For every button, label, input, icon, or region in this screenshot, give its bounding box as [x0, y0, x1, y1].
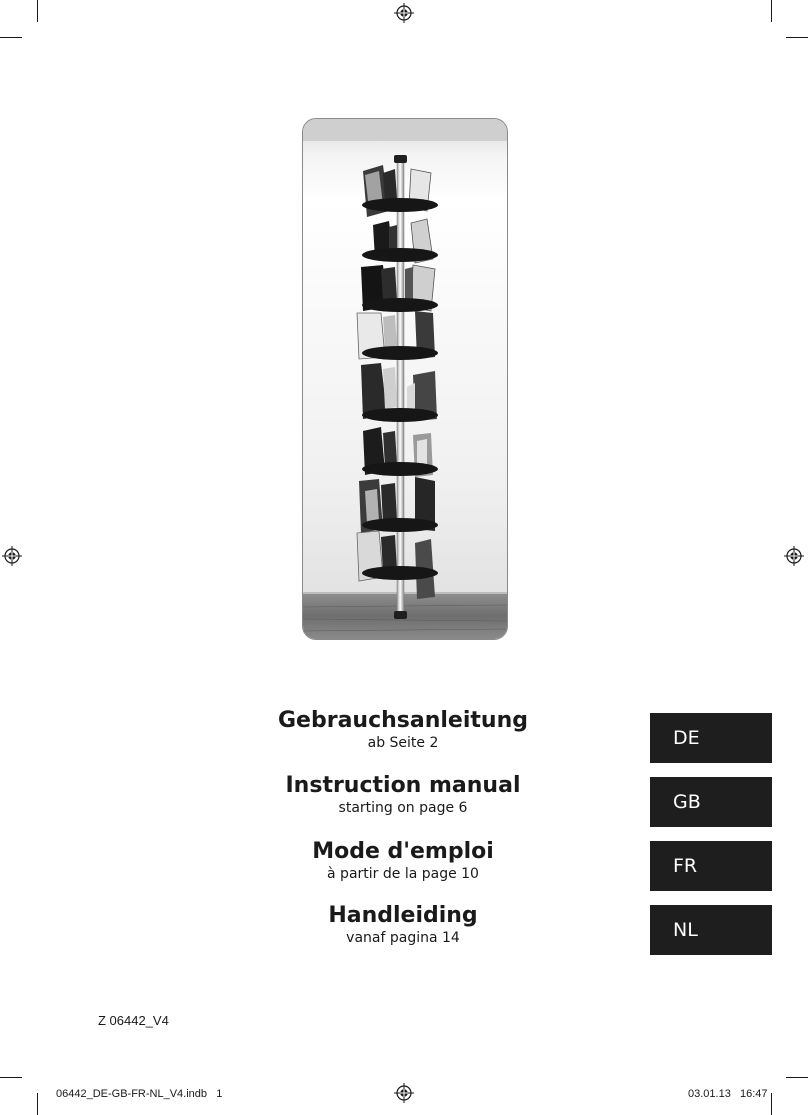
crop-mark-icon	[37, 1093, 38, 1115]
manual-title-fr: Mode d'emploi	[312, 839, 494, 864]
crop-mark-icon	[786, 37, 808, 38]
product-photo-shoe-rack	[302, 118, 508, 640]
crosshair-registration-icon	[784, 546, 804, 566]
crop-mark-icon	[0, 1077, 22, 1078]
crop-mark-icon	[0, 37, 22, 38]
crop-mark-icon	[771, 0, 772, 22]
print-date: 03.01.13 16:47	[688, 1088, 768, 1100]
manual-subtitle-fr: à partir de la page 10	[327, 866, 479, 882]
crop-mark-icon	[37, 0, 38, 22]
manual-section-de	[250, 708, 556, 752]
language-tab-fr[interactable]: FR	[650, 841, 772, 891]
language-tab-de[interactable]: DE	[650, 713, 772, 763]
manual-section-fr	[250, 839, 556, 883]
manual-subtitle-de: ab Seite 2	[367, 735, 439, 751]
language-tab-gb[interactable]: GB	[650, 777, 772, 827]
language-tab-nl[interactable]: NL	[650, 905, 772, 955]
manual-title-de: Gebrauchsanleitung	[278, 708, 528, 733]
file-info: 06442_DE-GB-FR-NL_V4.indb 1	[56, 1088, 223, 1100]
crop-mark-icon	[786, 1077, 808, 1078]
manual-section-nl	[250, 903, 556, 947]
crop-mark-icon	[771, 1093, 772, 1115]
manual-subtitle-nl: vanaf pagina 14	[346, 930, 460, 946]
manual-title-gb: Instruction manual	[285, 773, 521, 798]
article-code: Z 06442_V4	[98, 1013, 169, 1028]
crosshair-registration-icon	[2, 546, 22, 566]
crosshair-registration-icon	[394, 3, 414, 23]
manual-title-nl: Handleiding	[328, 903, 478, 928]
manual-subtitle-gb: starting on page 6	[338, 800, 468, 816]
crosshair-registration-icon	[394, 1083, 414, 1103]
manual-section-gb	[250, 773, 556, 817]
